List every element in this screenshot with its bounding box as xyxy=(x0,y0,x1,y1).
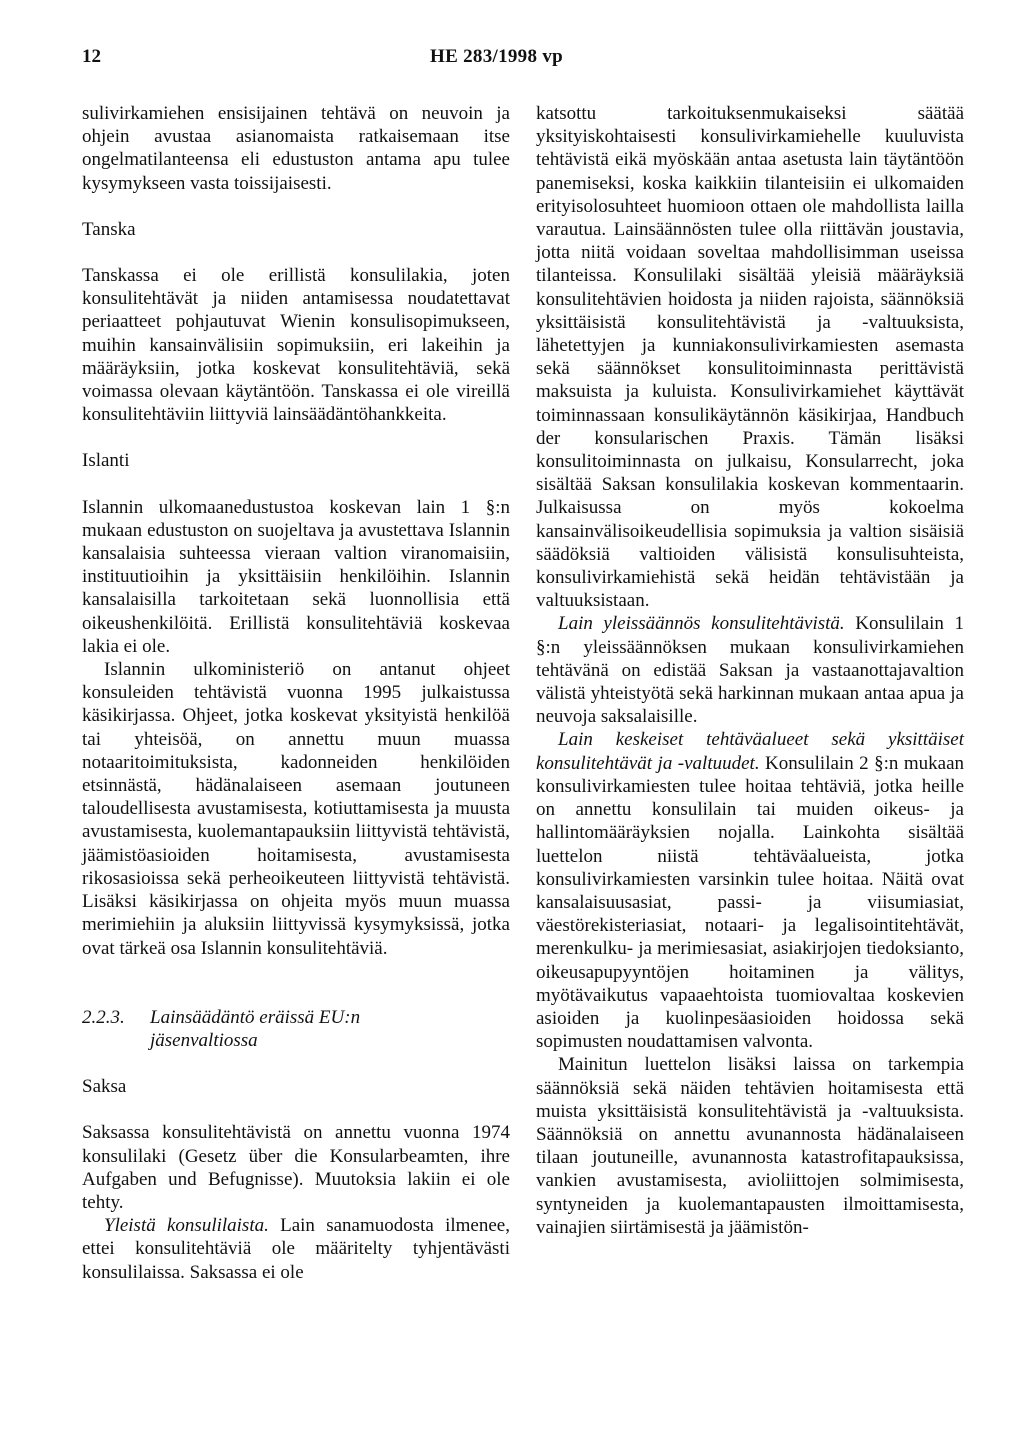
heading-islanti: Islanti xyxy=(82,450,130,472)
paragraph-body: Konsulilain 2 §:n mukaan konsulivirkamiesten tulee hoitaa tehtäviä, jotka heille on annettu konsulilain tai muiden oikeus- ja hallintomääräyksien nojalla. Lainkohta sisältää luettelon niistä tehtäväalueista, jotka konsulivirkamiesten varsinkin tulee hoitaa. Näitä ovat kansalaisuusasiat, passi- ja viisumiasiat, väestörekisteriasiat, notaari- ja legalisointitehtävät, merenkulku- ja merimiesasiat, asiakirjojen tiedoksianto, oikeusapupyyntöjen hoitaminen ja välitys, myötävaikutus vapaaehtoista tuomiovaltaa koskevien asioiden ja kuolinpesäasioiden hoidossa sekä sopimusten noudattamisen valvonta. xyxy=(536,752,964,1053)
left-column xyxy=(82,102,510,1284)
paragraph-yleissaannos xyxy=(536,612,964,728)
paragraph-tanska: Tanskassa ei ole erillistä konsulilakia, joten konsulitehtävät ja niiden antamisessa noudatettavat periaatteet pohjautuvat Wienin konsulisopimukseen, muihin kansainvälisiin sopimuksiin, eri lakeihin ja määräyksiin, jotka koskevat konsulitehtäviä, sekä voimassa olevaan käytäntöön. Tanskassa ei ole vireillä konsulitehtäviin liittyviä lainsäädäntöhankkeita. xyxy=(82,265,510,426)
paragraph-islanti-2: Islannin ulkoministeriö on antanut ohjeet konsuleiden tehtävistä vuonna 1995 julkaistussa käsikirjassa. Ohjeet, jotka koskevat yksityistä henkilöä tai yhteisöä, on annettu muun muassa notaaritoimituksista, kadonneiden henkilöiden etsinnästä, hädänalaiseen asemaan joutuneen taloudellisesta avustamisesta, kotiuttamisesta ja muusta avustamisesta, kuolemantapauksiin liittyvistä tehtävistä, jäämistöasioiden hoitamisesta, avustamisesta rikosasioissa sekä perheoikeuteen liittyvistä tehtävistä. Lisäksi käsikirjassa on ohjeita myös muun muassa merimiehiin ja aluksiin liittyvissä kysymyksissä, jotka ovat tärkeä osa Islannin konsulitehtäviä. xyxy=(82,659,510,959)
paragraph-saksa-1: Saksassa konsulitehtävistä on annettu vuonna 1974 konsulilaki (Gesetz über die Konsularbeamten, ihre Aufgaben und Befugnisse). Muutoksia lakiin ei ole tehty. xyxy=(82,1122,510,1213)
paragraph-lead-italic: Lain yleissäännös konsulitehtävistä. xyxy=(558,613,845,635)
paragraph-lead-italic: Lain keskeiset tehtäväalueet sekä yksittäiset konsulitehtävät ja -valtuudet. xyxy=(536,729,964,774)
paragraph-body: Lain sanamuodosta ilmenee, ettei konsulitehtäviä ole määritelty tyhjentävästi konsulilaissa. Saksassa ei ole xyxy=(82,1215,510,1283)
right-column xyxy=(536,102,964,1239)
section-heading-2-2-3 xyxy=(82,1006,510,1052)
paragraph-tehtavaalueet xyxy=(536,728,964,1053)
paragraph-intro-continued: sulivirkamiehen ensisijainen tehtävä on neuvoin ja ohjein avustaa asianomaista ratkaisemaan itse ongelmatilanteensa eli edustuston antama apu tulee kysymykseen vasta toissijaisesti. xyxy=(82,103,510,194)
paragraph-saksa-continued: katsottu tarkoituksenmukaiseksi säätää yksityiskohtaisesti konsulivirkamiehelle kuuluvista tehtävistä eikä myöskään antaa asetusta lain täytäntöön panemiseksi, koska kaikkiin tilanteisiin ei ulkomaiden erityisolosuhteet huomioon ottaen ole mahdollista lailla varautua. Lainsäännösten tulee olla riittävän joustavia, jotta niitä voidaan soveltaa mahdollisimman useissa tilanteissa. Konsulilaki sisältää yleisiä määräyksiä konsulitehtävien hoidosta ja niiden rajoista, säännöksiä yksittäisistä konsulitehtävistä ja -valtuuksista, lähetettyjen ja kunniakonsulivirkamiesten asemasta sekä säännökset konsulitoiminnasta perittävistä maksuista ja kuluista. Konsulivirkamiehet käyttävät toiminnassaan konsulikäytännön käsikirjaa, Handbuch der konsularischen Praxis. Tämän lisäksi konsulitoiminnasta on julkaisu, Konsularrecht, joka sisältää Saksan konsulilakia koskevan kommentaarin. Julkaisussa on myös kokoelma kansainvälisoikeudellisia sopimuksia ja valtion sisäisiä säädöksiä valtioiden välisistä konsulisuhteista, konsulivirkamiehistä sekä heidän tehtävistään ja valtuuksistaan. xyxy=(536,103,964,612)
section-number: 2.2.3. xyxy=(82,1006,125,1028)
page-number: 12 xyxy=(82,46,101,67)
heading-saksa: Saksa xyxy=(82,1076,127,1098)
paragraph-saksa-2 xyxy=(82,1214,510,1284)
paragraph-lead-italic: Yleistä konsulilaista. xyxy=(104,1215,269,1237)
running-title: HE 283/1998 vp xyxy=(430,46,563,67)
section-title: Lainsäädäntö eräissä EU:n jäsenvaltiossa xyxy=(150,1006,361,1051)
heading-tanska: Tanska xyxy=(82,218,136,240)
paragraph-islanti-1: Islannin ulkomaanedustustoa koskevan lain 1 §:n mukaan edustuston on suojeltava ja avustettava Islannin kansalaisia suhteessa vieraan valtion viranomaisiin, instituutioihin ja yksittäisiin henkilöihin. Islannin kansalaisilla tarkoitetaan sekä luonnollisia että oikeushenkilöitä. Erillistä konsulitehtäviä koskevaa lakia ei ole. xyxy=(82,496,510,657)
paragraph-luettelo: Mainitun luettelon lisäksi laissa on tarkempia säännöksiä sekä näiden tehtävien hoitamisesta että muista yksittäisistä konsulitehtävistä ja -valtuuksista. Säännöksiä on annettu avunannosta hädänalaiseen tilaan joutuneille, avunannosta katastrofitapauksissa, vankien avustamisesta, avioliittojen solmimisesta, syntyneiden ja kuolemantapausten ilmoittamisesta, vainajien siirtämisestä ja jäämistön- xyxy=(536,1054,964,1238)
paragraph-body: Konsulilain 1 §:n yleissäännöksen mukaan konsulivirkamiehen tehtävänä on edistää Saksan ja vastaanottajavaltion välistä yhteistyötä sekä harkinnan mukaan antaa apua ja neuvoja saksalaisille. xyxy=(536,613,964,728)
